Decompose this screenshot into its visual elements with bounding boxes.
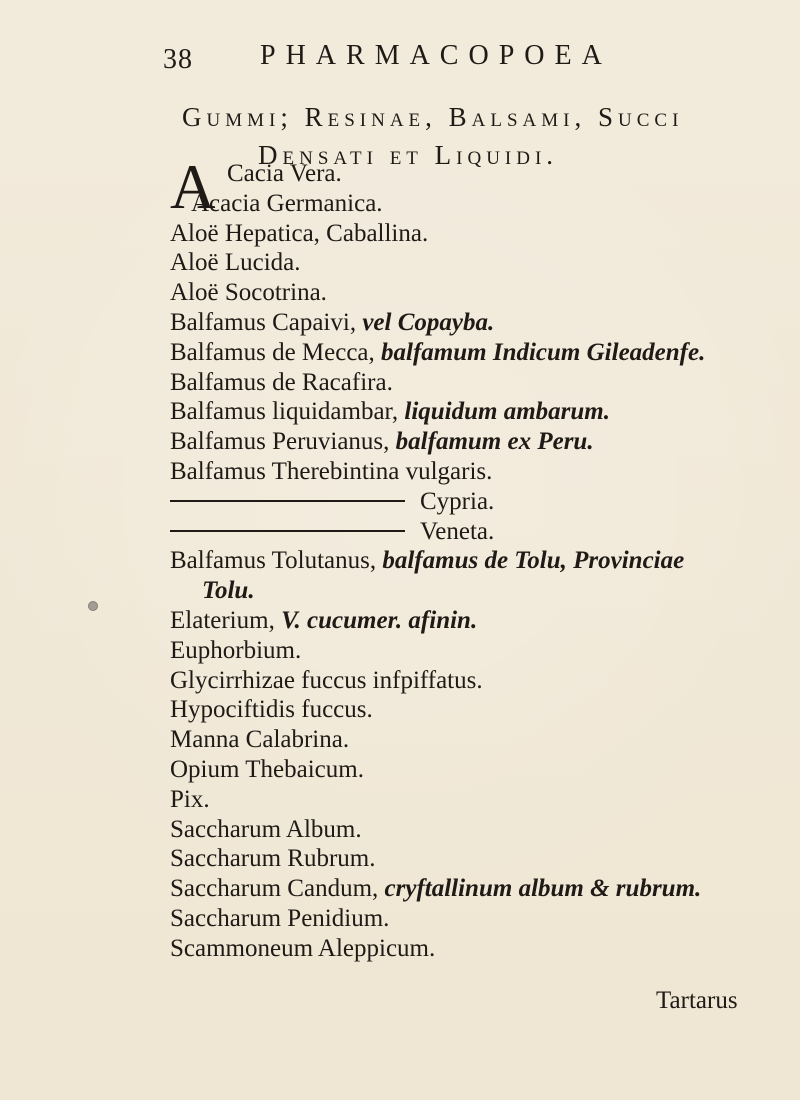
entry-text: Aloë Hepatica, Caballina.: [170, 219, 429, 247]
entry-saccharum-penidium: [170, 904, 760, 934]
page-number: 38: [163, 44, 193, 75]
entry-acacia-germanica: [170, 189, 760, 219]
entry-text: Cypria.: [420, 487, 495, 515]
entry-text: Pix.: [170, 785, 210, 813]
entry-hypociftidis: [170, 695, 760, 725]
entry-text: Aloë Socotrina.: [170, 279, 327, 307]
running-title: PHARMACOPOEA: [260, 40, 612, 71]
dash-line: [170, 530, 405, 532]
entry-text-main: Saccharum Candum,: [170, 875, 385, 903]
catchword: Tartarus: [656, 987, 738, 1014]
entry-balfamus-therebintina: [170, 457, 760, 487]
drop-cap: A: [170, 152, 216, 222]
entry-text: Aloë Lucida.: [170, 249, 301, 277]
entry-text-main: Balfamus liquidambar,: [170, 398, 405, 426]
entry-balfamus-liquidambar: [170, 397, 760, 427]
entry-text-main: Balfamus Capaivi,: [170, 308, 363, 336]
entry-text-italic: vel Copayba.: [362, 308, 495, 336]
entry-text: Glycirrhizae fuccus infpiffatus.: [170, 666, 483, 694]
entry-text: Manna Calabrina.: [170, 726, 350, 754]
entry-glycirrhizae: [170, 666, 760, 696]
entry-text: Scammoneum Aleppicum.: [170, 934, 436, 962]
section-heading-line-1: Gummi; Resinae, Balsami, Succi: [182, 102, 684, 132]
dash-line: [170, 500, 405, 502]
page-header: [0, 40, 800, 90]
entry-text: Euphorbium.: [170, 636, 302, 664]
entry-text: Saccharum Rubrum.: [170, 845, 376, 873]
entry-pix: [170, 785, 760, 815]
entry-text: Balfamus de Racafira.: [170, 368, 393, 396]
entry-veneta: [170, 517, 760, 547]
entry-saccharum-candum: [170, 874, 760, 904]
entry-text-italic: balfamum ex Peru.: [395, 428, 594, 456]
entry-balfamus-peruvianus: [170, 427, 760, 457]
entry-text-italic: cryftallinum album & rubrum.: [384, 875, 702, 903]
entry-text: Balfamus Therebintina vulgaris.: [170, 457, 493, 485]
entry-text: Cacia Vera.: [227, 160, 342, 187]
entry-tolu-continuation: [170, 576, 760, 606]
entry-saccharum-album: [170, 815, 760, 845]
entry-balfamus-de-mecca: [170, 338, 760, 368]
entry-cypria: [170, 487, 760, 517]
entry-aloe-hepatica: [170, 219, 760, 249]
entry-balfamus-tolutanus: [170, 546, 760, 576]
entry-text: Veneta.: [420, 517, 495, 545]
entry-text-main: Balfamus de Mecca,: [170, 338, 382, 366]
entry-balfamus-capaivi: [170, 308, 760, 338]
entry-euphorbium: [170, 636, 760, 666]
entry-text: Saccharum Album.: [170, 815, 362, 843]
entry-text: Opium Thebaicum.: [170, 755, 364, 783]
margin-ornament: [88, 601, 98, 611]
entry-text-italic: balfamus de Tolu, Provinciae: [382, 547, 685, 575]
entry-text: Hypociftidis fuccus.: [170, 696, 373, 724]
entry-text: Acacia Germanica.: [191, 189, 383, 217]
entry-text-italic: V. cucumer. afinin.: [281, 606, 478, 634]
entry-text: Saccharum Penidium.: [170, 904, 390, 932]
entry-text-italic: Tolu.: [202, 577, 255, 605]
entry-elaterium: [170, 606, 760, 636]
entry-scammoneum: [170, 934, 760, 964]
entry-text-main: Balfamus Tolutanus,: [170, 547, 383, 575]
entry-balfamus-de-racafira: [170, 368, 760, 398]
entry-manna: [170, 725, 760, 755]
entry-saccharum-rubrum: [170, 844, 760, 874]
entry-text-italic: liquidum ambarum.: [404, 398, 610, 426]
entry-text-main: Balfamus Peruvianus,: [170, 428, 396, 456]
entry-aloe-lucida: [170, 248, 760, 278]
entry-opium: [170, 755, 760, 785]
entry-text-main: Elaterium,: [170, 606, 282, 634]
entry-text-italic: balfamum Indicum Gileadenfe.: [381, 338, 706, 366]
entry-aloe-socotrina: [170, 278, 760, 308]
section-heading-line-2: Densati et Liquidi.: [258, 140, 559, 170]
